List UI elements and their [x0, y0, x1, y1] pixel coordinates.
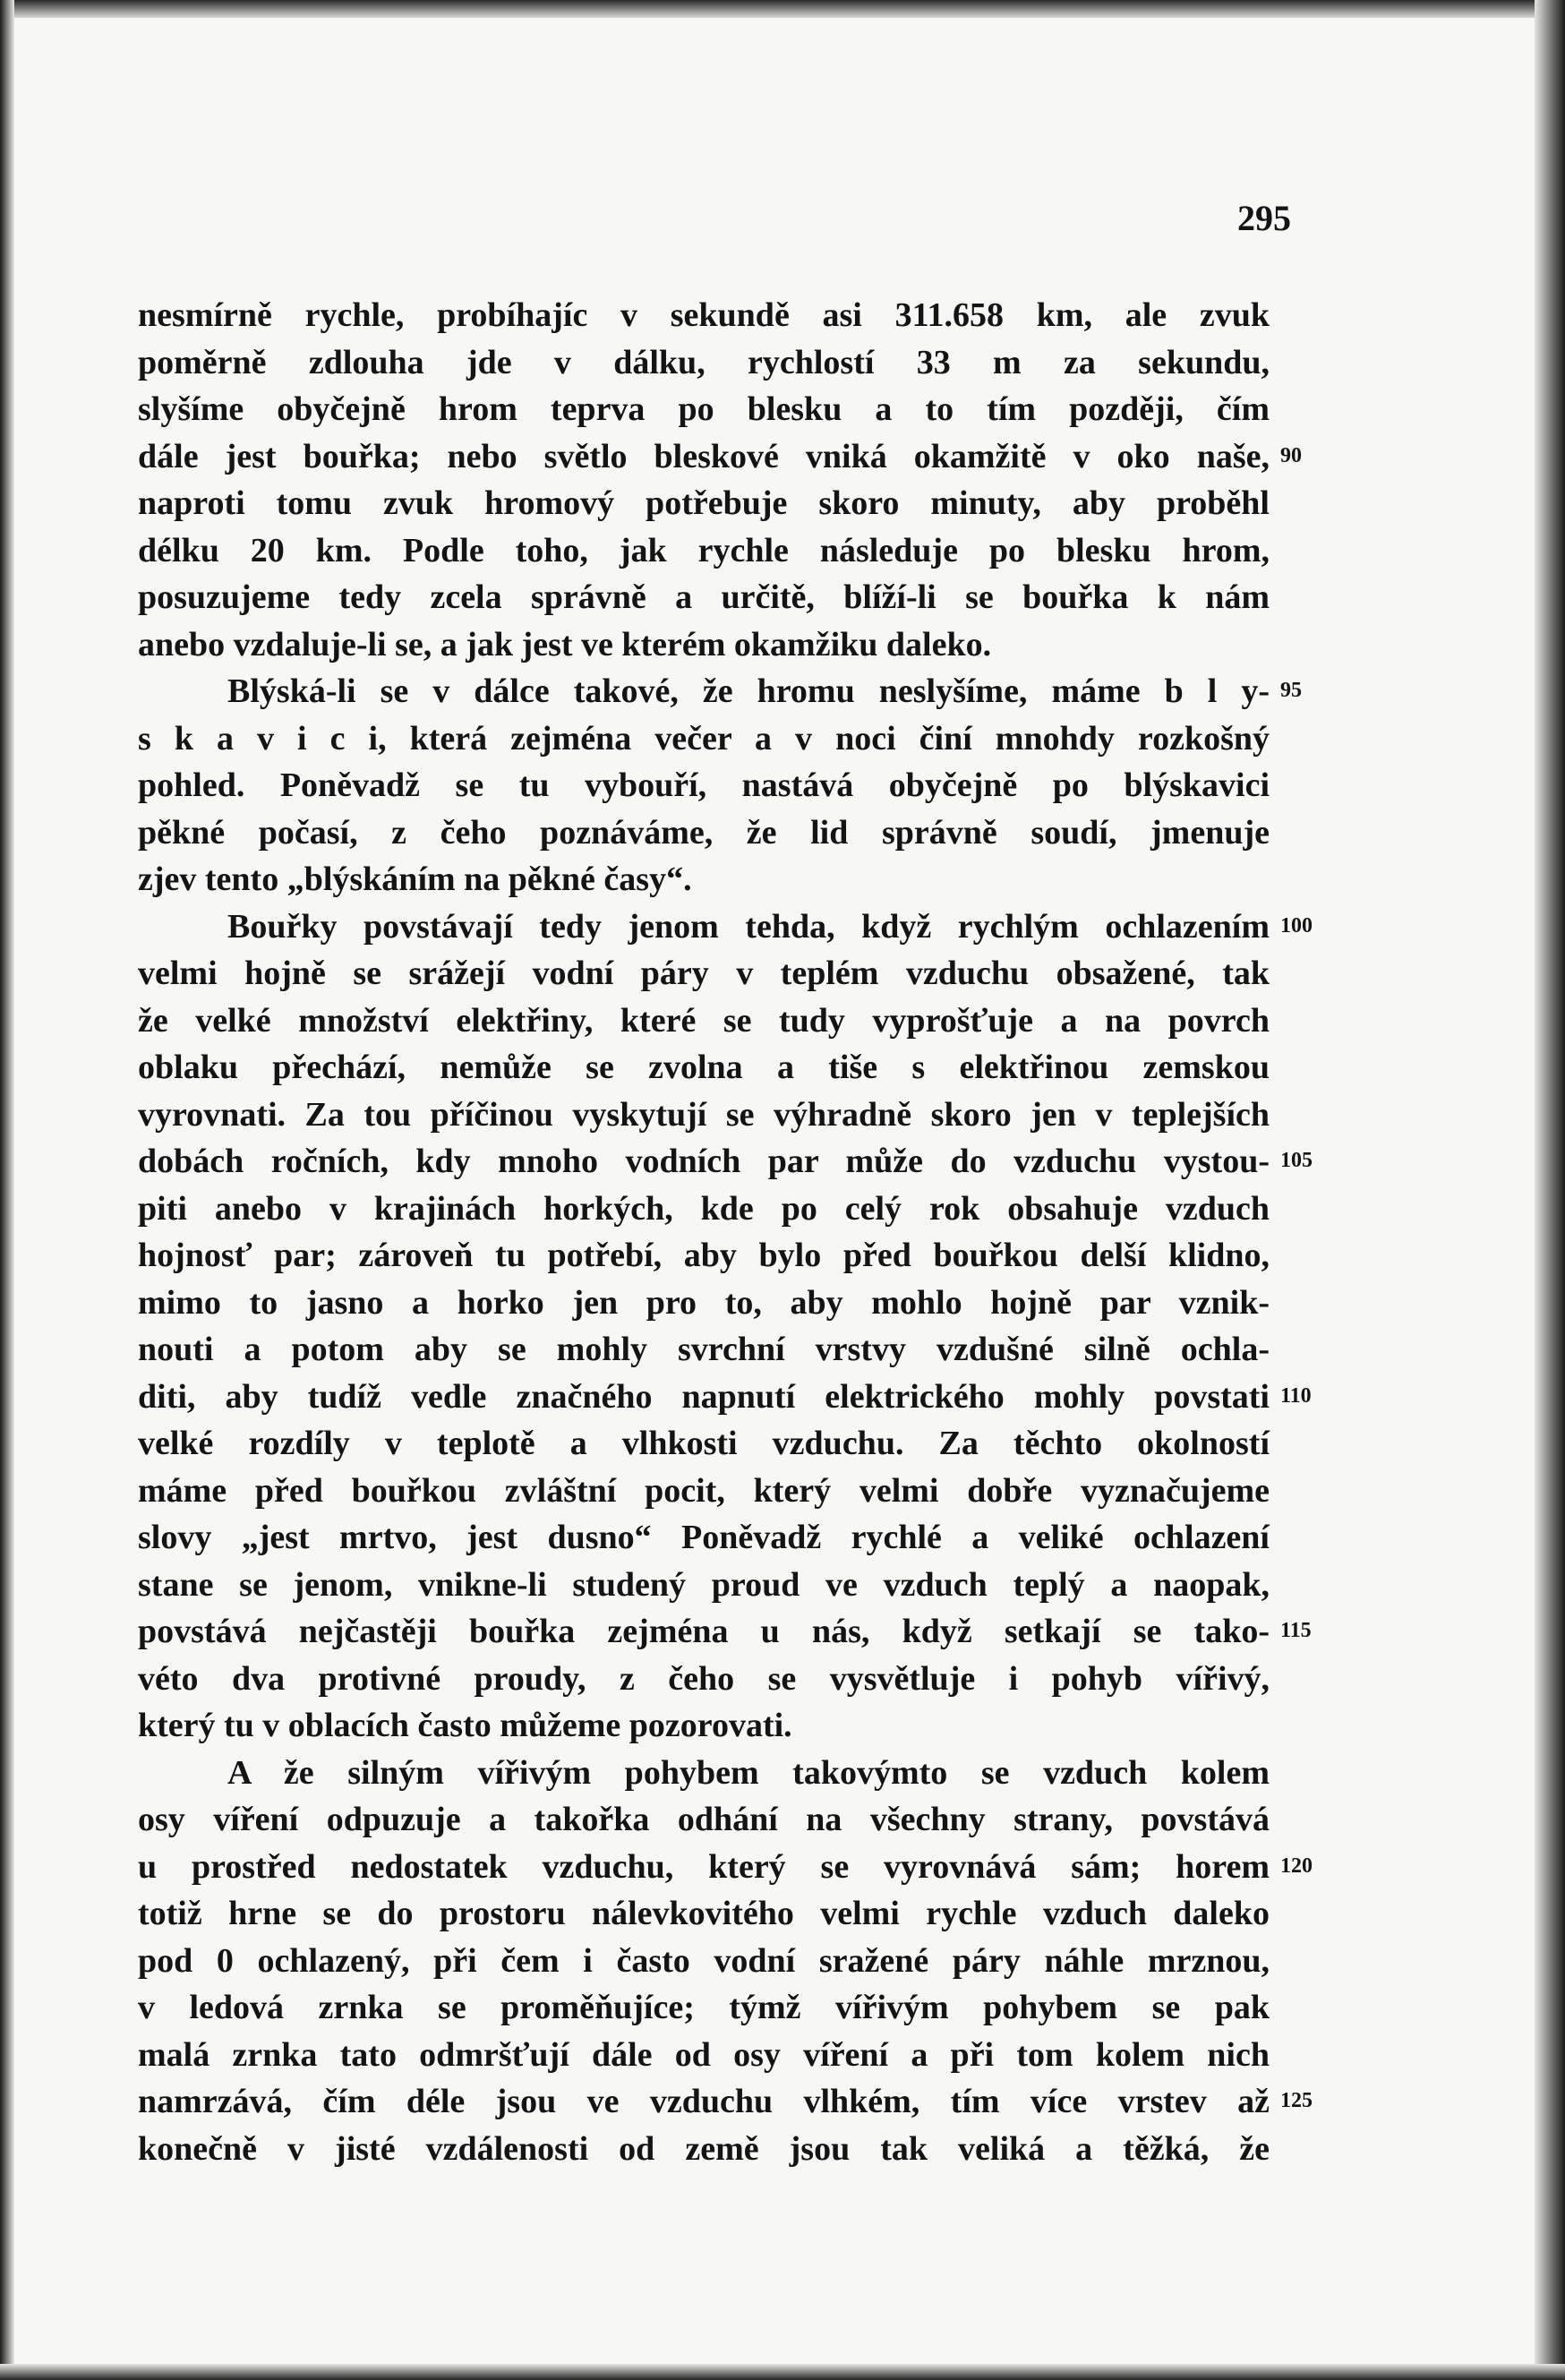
text-line: slyšíme obyčejně hrom teprva po blesku a to tím později, čím [138, 390, 1270, 428]
text-line: v ledová zrnka se proměňujíce; týmž vířivým pohybem se pak [138, 1989, 1270, 2026]
text-line: dále jest bouřka; nebo světlo bleskové vniká okamžitě v oko naše, [138, 437, 1270, 475]
text-line: nesmírně rychle, probíhajíc v sekundě asi 311.658 km, ale zvuk [138, 296, 1270, 334]
text-line: zjev tento „blýskáním na pěkné časy“. [138, 860, 692, 898]
text-line: Blýská-li se v dálce takové, že hromu neslyšíme, máme b l y- [227, 672, 1270, 710]
text-line: diti, aby tudíž vedle značného napnutí elektrického mohly povstati [138, 1377, 1270, 1416]
margin-line-number: 90 [1280, 443, 1302, 467]
text-line: u prostřed nedostatek vzduchu, který se vyrovnává sám; horem [138, 1847, 1270, 1886]
text-line: nouti a potom aby se mohly svrchní vrstvy vzdušné silně ochla- [138, 1331, 1270, 1368]
scan-edge-bottom [0, 2364, 1565, 2380]
text-line: pohled. Poněvadž se tu vybouří, nastává obyčejně po blýskavici [138, 766, 1270, 804]
scan-edge-left [0, 0, 14, 2380]
text-line: povstává nejčastěji bouřka zejména u nás, když setkají se tako- [138, 1613, 1270, 1650]
text-line: poměrně zdlouha jde v dálku, rychlostí 33 m za sekundu, [138, 343, 1270, 381]
text-line: hojnosť par; zároveň tu potřebí, aby bylo před bouřkou delší klidno, [138, 1237, 1270, 1274]
margin-line-number: 115 [1280, 1619, 1312, 1642]
text-line: mimo to jasno a horko jen pro to, aby mohlo hojně par vznik- [138, 1283, 1270, 1322]
text-line: A že silným vířivým pohybem takovýmto se vzduch kolem [227, 1753, 1270, 1792]
scan-edge-top [0, 0, 1565, 18]
body-text [138, 292, 1270, 2172]
text-line: který tu v oblacích často můžeme pozorovati. [138, 1707, 792, 1744]
margin-line-number: 100 [1280, 913, 1313, 937]
text-line: že velké množství elektřiny, které se tudy vyprošťuje a na povrch [138, 1001, 1270, 1040]
text-line: velké rozdíly v teplotě a vlhkosti vzduchu. Za těchto okolností [138, 1425, 1270, 1462]
text-line: pod 0 ochlazený, při čem i často vodní sražené páry náhle mrznou, [138, 1941, 1270, 1980]
text-line: Bouřky povstávají tedy jenom tehda, když rychlým ochlazením [227, 907, 1270, 946]
text-line: totiž hrne se do prostoru nálevkovitého velmi rychle vzduch daleko [138, 1895, 1270, 1932]
text-line: oblaku přechází, nemůže se zvolna a tiše s elektřinou zemskou [138, 1049, 1270, 1086]
text-line: délku 20 km. Podle toho, jak rychle následuje po blesku hrom, [138, 531, 1270, 569]
text-line: vyrovnati. Za tou příčinou vyskytují se výhradně skoro jen v teplejších [138, 1095, 1270, 1134]
margin-line-number: 105 [1280, 1149, 1313, 1172]
text-line: konečně v jisté vzdálenosti od země jsou tak veliká a těžká, že [138, 2129, 1270, 2168]
margin-line-number: 125 [1280, 2089, 1313, 2112]
text-line: malá zrnka tato odmršťují dále od osy víření a při tom kolem nich [138, 2035, 1270, 2074]
margin-line-number: 120 [1280, 1853, 1313, 1878]
scan-edge-right [1535, 0, 1565, 2380]
margin-line-number: 95 [1280, 679, 1302, 702]
text-line: velmi hojně se srážejí vodní páry v teplém vzduchu obsažené, tak [138, 955, 1270, 992]
text-line: anebo vzdaluje-li se, a jak jest ve kterém okamžiku daleko. [138, 625, 992, 663]
text-line: s k a v i c i, která zejména večer a v noci činí mnohdy rozkošný [138, 719, 1270, 758]
page-number: 295 [1237, 198, 1291, 238]
text-line: stane se jenom, vnikne-li studený proud ve vzduch teplý a naopak, [138, 1565, 1270, 1604]
text-line: namrzává, čím déle jsou ve vzduchu vlhkém, tím více vrstev až [138, 2083, 1270, 2120]
text-line: osy víření odpuzuje a takořka odhání na všechny strany, povstává [138, 1801, 1270, 1838]
margin-line-number: 110 [1280, 1383, 1312, 1408]
text-line: dobách ročních, kdy mnoho vodních par může do vzduchu vystou- [138, 1143, 1270, 1180]
text-line: máme před bouřkou zvláštní pocit, který velmi dobře vyznačujeme [138, 1471, 1270, 1510]
text-line: pěkné počasí, z čeho poznáváme, že lid správně soudí, jmenuje [138, 813, 1270, 852]
text-line: posuzujeme tedy zcela správně a určitě, blíží-li se bouřka k nám [138, 578, 1270, 616]
text-line: naproti tomu zvuk hromový potřebuje skoro minuty, aby proběhl [138, 484, 1270, 522]
text-line: véto dva protivné proudy, z čeho se vysvětluje i pohyb vířivý, [138, 1659, 1270, 1698]
text-line: piti anebo v krajinách horkých, kde po celý rok obsahuje vzduch [138, 1189, 1270, 1228]
text-line: slovy „jest mrtvo, jest dusno“ Poněvadž rychlé a veliké ochlazení [138, 1519, 1270, 1556]
